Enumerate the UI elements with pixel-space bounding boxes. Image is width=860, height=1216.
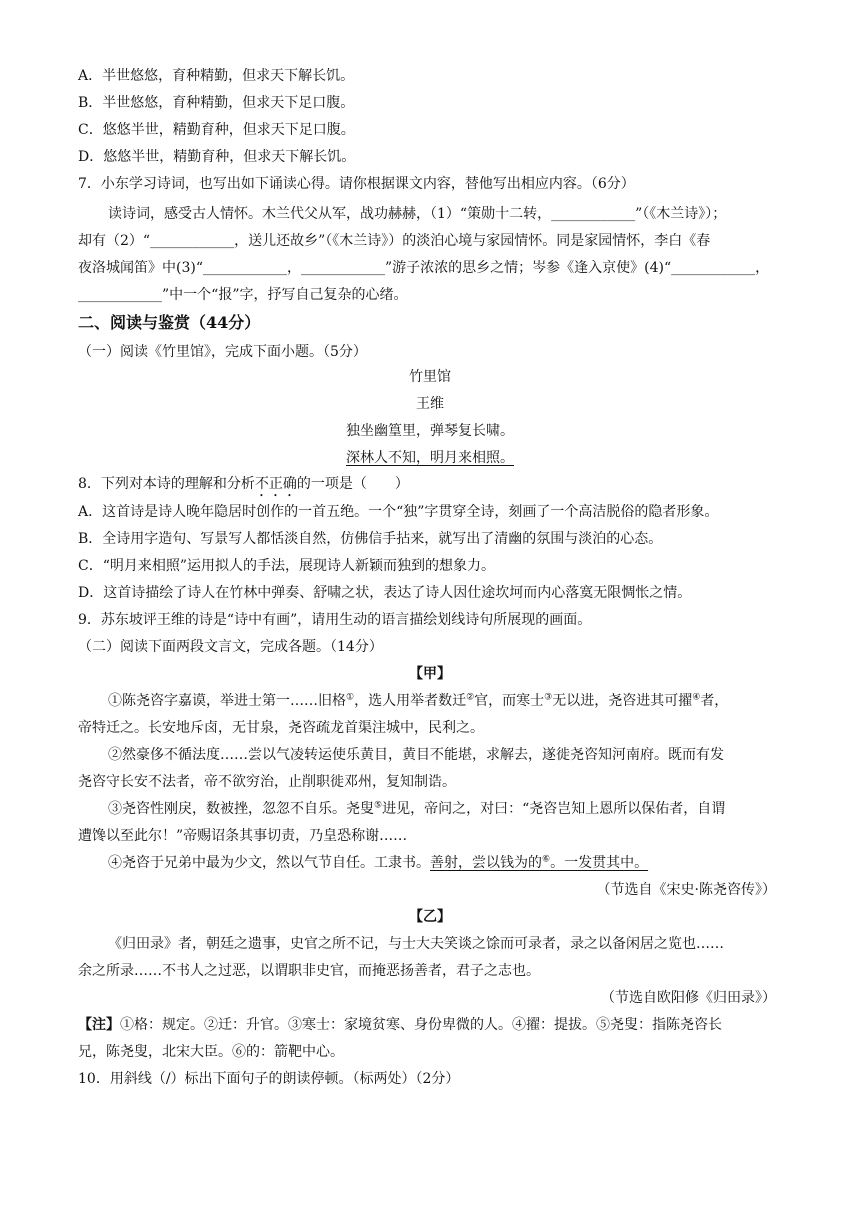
q7-paragraph-line-1: 读诗词，感受古人情怀。木兰代父从军，战功赫赫，（1）“策勋十二转，____________”（《木兰诗》）； bbox=[108, 206, 727, 222]
q9-stem: 9．苏东坡评王维的诗是“诗中有画”，请用生动的语言描绘划线诗句所展现的画面。 bbox=[78, 612, 592, 628]
jia-text: 者， bbox=[700, 693, 729, 709]
poem-title: 竹里馆 bbox=[409, 369, 451, 385]
yi-para-line-1: 《归田录》者，朝廷之遗事，史官之所不记，与士大夫笑谈之馀而可录者，录之以备闲居之览也…… bbox=[108, 936, 724, 952]
jia-para-2-line-2: 尧咨守长安不法者，帝不欲穷治，止削职徙邓州，复知制诰。 bbox=[78, 774, 456, 790]
notes-text: ①格：规定。②迁：升官。③寒士：家境贫寒、身份卑微的人。④擢：提拔。⑤尧叟：指陈尧咨长 bbox=[120, 1017, 722, 1033]
jia-text: 。一发贯其中。 bbox=[550, 855, 649, 871]
yi-source: （节选自欧阳修《归田录》） bbox=[601, 990, 776, 1006]
yi-title: 【乙】 bbox=[409, 909, 451, 925]
footnote-mark: ⑤ bbox=[374, 800, 383, 811]
footnote-mark: ① bbox=[346, 692, 355, 703]
jia-text: 善射，尝以钱为的 bbox=[430, 855, 542, 871]
q8-option-d: D．这首诗描绘了诗人在竹林中弹奏、舒啸之状，表达了诗人因仕途坎坷而内心落寞无限惆怅之情。 bbox=[78, 585, 692, 601]
q7-paragraph-line-2: 却有（2）“____________，送儿还故乡”（《木兰诗》）的淡泊心境与家园情怀。同是家园情怀，李白《春 bbox=[78, 233, 711, 249]
jia-underlined-sentence bbox=[430, 855, 648, 871]
poem-author: 王维 bbox=[416, 396, 444, 412]
jia-para-3-line-2: 遭馋以至此尔！”帝赐诏条其事切责，乃皇恐称谢…… bbox=[78, 828, 408, 844]
jia-text: ③尧咨性刚戾，数被挫，忽忽不自乐。尧叟 bbox=[108, 801, 374, 817]
jia-text: 官，而寒士 bbox=[474, 693, 545, 709]
q6-option-d: D．悠悠半世，精勤育种，但求天下解长饥。 bbox=[78, 149, 356, 165]
notes-label: 【注】 bbox=[78, 1017, 120, 1033]
q10-stem: 10．用斜线（/）标出下面句子的朗读停顿。（标两处）（2分） bbox=[78, 1071, 460, 1087]
poem-line-1: 独坐幽篁里，弹琴复长啸。 bbox=[346, 423, 514, 439]
q8-option-a: A．这首诗是诗人晚年隐居时创作的一首五绝。一个“独”字贯穿全诗，刻画了一个高洁脱俗的隐者形象。 bbox=[78, 504, 719, 520]
q6-option-b: B．半世悠悠，育种精勤，但求天下足口腹。 bbox=[78, 95, 355, 111]
footnote-mark: ② bbox=[466, 692, 475, 703]
footnote-mark: ④ bbox=[692, 692, 701, 703]
q8-option-b: B．全诗用字造句、写景写人都恬淡自然，仿佛信手拈来，就写出了清幽的氛围与淡泊的心态。 bbox=[78, 531, 663, 547]
q6-option-a: A．半世悠悠，育种精勤，但求天下解长饥。 bbox=[78, 68, 355, 84]
jia-text: ④尧咨于兄弟中最为少文，然以气节自任。工隶书。 bbox=[108, 855, 430, 871]
jia-para-2-line-1: ②然豪侈不循法度……尝以气凌转运使乐黄目，黄目不能堪，求解去，遂徙尧咨知河南府。既而有发 bbox=[108, 747, 724, 763]
sub-section-2-heading: （二）阅读下面两段文言文，完成各题。（14分） bbox=[78, 639, 383, 655]
notes-line-2: 兄，陈尧叟，北宋大臣。⑥的：箭靶中心。 bbox=[78, 1044, 344, 1060]
q7-paragraph-line-4: ____________”中一个“报”字，抒写自己复杂的心绪。 bbox=[78, 287, 408, 303]
q8-stem-text: 8．下列对本诗的理解和分析 bbox=[78, 476, 255, 492]
jia-text: 无以进，尧咨进其可擢 bbox=[552, 693, 693, 709]
jia-para-1-line-1 bbox=[108, 691, 818, 711]
jia-para-3-line-1 bbox=[108, 799, 818, 819]
q8-stem bbox=[78, 474, 788, 500]
jia-para-1-line-2: 帝特迁之。长安地斥卤，无甘泉，尧咨疏龙首渠注城中，民利之。 bbox=[78, 720, 484, 736]
q7-stem: 7．小东学习诗词，也写出如下诵读心得。请你根据课文内容，替他写出相应内容。（6分） bbox=[78, 176, 635, 192]
footnote-mark: ⑥ bbox=[542, 854, 551, 865]
jia-text: ①陈尧咨字嘉谟，举进士第一……旧格 bbox=[108, 693, 346, 709]
yi-para-line-2: 余之所录……不书人之过恶，以谓职非史官，而掩恶扬善者，君子之志也。 bbox=[78, 963, 540, 979]
q7-paragraph-line-3: 夜洛城闻笛》中(3)“____________，____________”游子浓浓的思乡之情；岑参《逢入京使》(4)“____________， bbox=[78, 260, 770, 276]
jia-title: 【甲】 bbox=[409, 666, 451, 682]
section-2-heading: 二、阅读与鉴赏（44分） bbox=[78, 313, 261, 332]
jia-source: （节选自《宋史·陈尧咨传》） bbox=[596, 882, 776, 898]
q8-option-c: C．“明月来相照”运用拟人的手法，展现诗人新颖而独到的想象力。 bbox=[78, 558, 496, 574]
footnote-mark: ③ bbox=[544, 692, 553, 703]
jia-text: ，选人用举者数迁 bbox=[354, 693, 467, 709]
poem-line-2-underlined: 深林人不知，明月来相照。 bbox=[346, 450, 514, 466]
q8-stem-emphasis: 不正确 bbox=[254, 476, 297, 492]
poem-line-2 bbox=[0, 448, 860, 468]
q6-option-c: C．悠悠半世，精勤育种，但求天下足口腹。 bbox=[78, 122, 355, 138]
notes-line-1 bbox=[78, 1015, 788, 1035]
q8-stem-answer-blank: 的一项是（ ） bbox=[296, 476, 409, 492]
jia-para-4 bbox=[108, 853, 818, 873]
jia-text: 进见，帝问之，对曰：“尧咨岂知上恩所以保佑者，自谓 bbox=[382, 801, 726, 817]
sub-section-1-heading: （一）阅读《竹里馆》，完成下面小题。（5分） bbox=[78, 344, 367, 360]
